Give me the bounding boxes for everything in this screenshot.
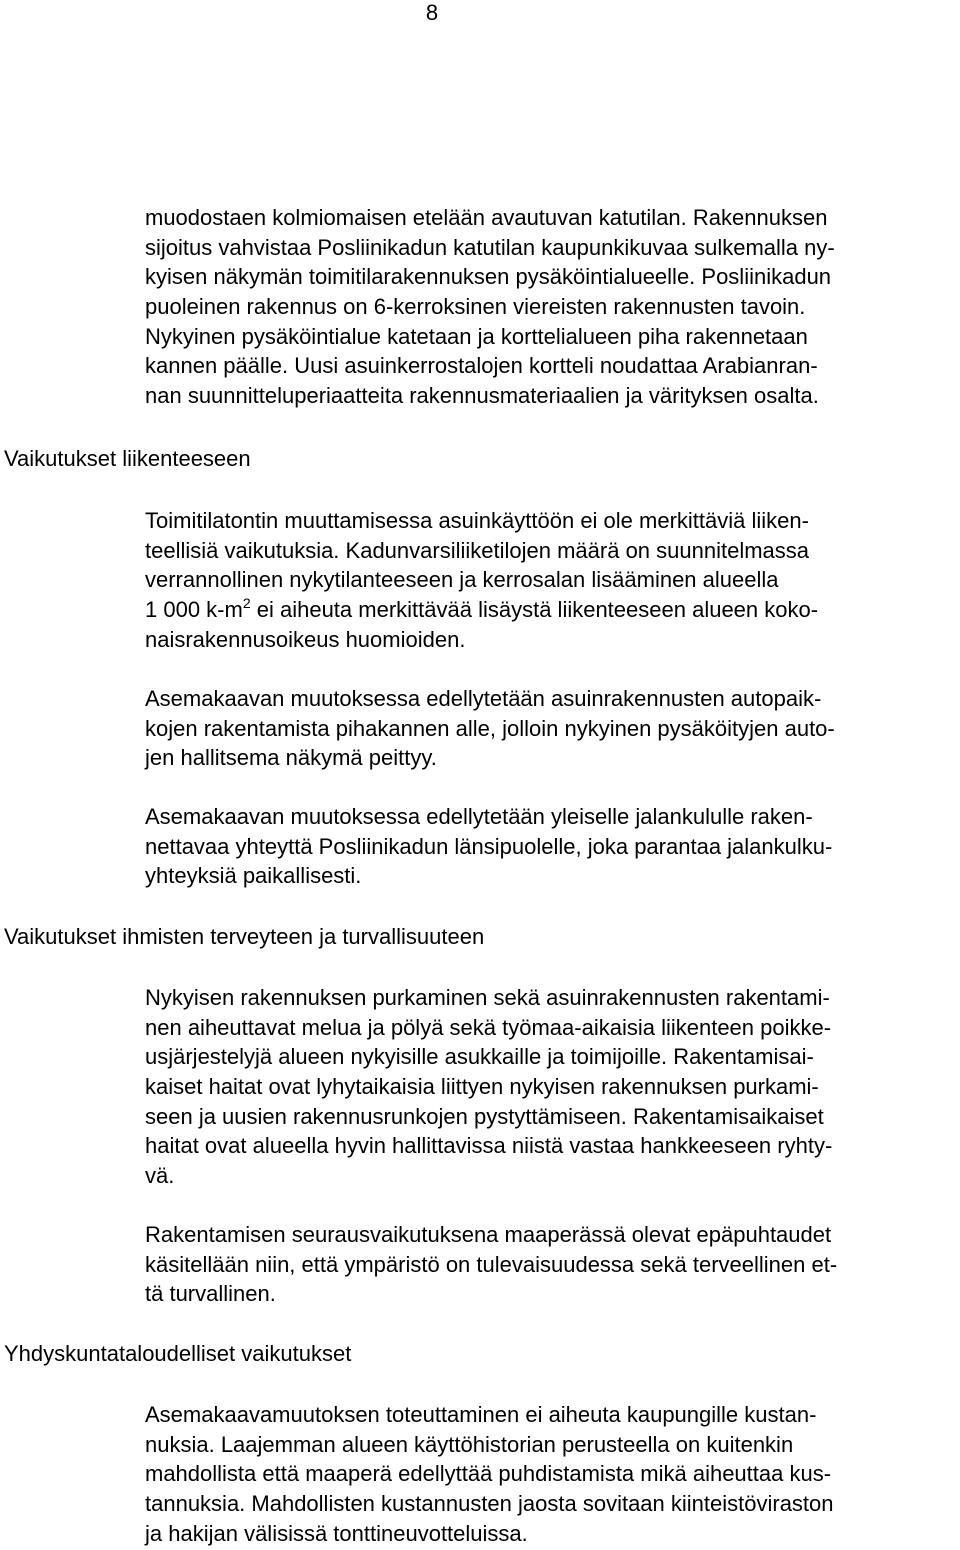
text-line: haitat ovat alueella hyvin hallittavissa niistä vastaa hankkeeseen ryhty-: [145, 1133, 833, 1159]
text-line: naisrakennusoikeus huomioiden.: [145, 626, 466, 652]
text-line: Asemakaavan muutoksessa edellytetään asuinrakennusten autopaik-: [145, 686, 822, 711]
text-line: Nykyinen pysäköintialue katetaan ja korttelialueen piha rakennetaan: [145, 323, 808, 349]
section-heading-health: Vaikutukset ihmisten terveyteen ja turvallisuuteen: [4, 924, 485, 949]
text-line: kaiset haitat ovat lyhytaikaisia liittyen nykyisen rakennuksen purkami-: [145, 1074, 819, 1100]
text-line: Nykyisen rakennuksen purkaminen sekä asuinrakennusten rakentami-: [145, 985, 830, 1010]
text-line: nen aiheuttavat melua ja pölyä sekä työmaa-aikaisia liikenteen poikke-: [145, 1014, 832, 1040]
text-line: vä.: [145, 1163, 175, 1189]
text-line: tä turvallinen.: [145, 1281, 276, 1307]
text-line: käsitellään niin, että ympäristö on tulevaisuudessa sekä terveellinen et-: [145, 1251, 838, 1277]
text-line: [145, 595, 960, 625]
text-line: verrannollinen nykytilanteeseen ja kerrosalan lisääminen alueella: [145, 567, 779, 593]
text-line: Rakentamisen seurausvaikutuksena maaperässä olevat epäpuhtaudet: [145, 1222, 832, 1247]
paragraph-intro: [145, 203, 960, 411]
text-line: nettavaa yhteyttä Posliinikadun länsipuolelle, joka parantaa jalankulku-: [145, 833, 833, 859]
text-line: jen hallitsema näkymä peittyy.: [145, 745, 437, 771]
text-line: kyisen näkymän toimitilarakennuksen pysäköintialueelle. Posliinikadun: [145, 264, 832, 290]
text-fragment: 1 000 k-m: [145, 597, 243, 623]
paragraph-health-1: [145, 983, 960, 1191]
text-line: nan suunnitteluperiaatteita rakennusmateriaalien ja värityksen osalta.: [145, 383, 819, 409]
section-heading-economy: Yhdyskuntataloudelliset vaikutukset: [4, 1341, 352, 1366]
text-line: kannen päälle. Uusi asuinkerrostalojen kortteli noudattaa Arabianran-: [145, 353, 818, 379]
text-line: mahdollista että maaperä edellyttää puhdistamista mikä aiheuttaa kus-: [145, 1461, 832, 1487]
text-line: muodostaen kolmiomaisen etelään avautuvan katutilan. Rakennuksen: [145, 205, 828, 230]
text-line: ja hakijan välisissä tonttineuvotteluissa.: [145, 1520, 528, 1546]
text-line: seen ja uusien rakennusrunkojen pystyttämiseen. Rakentamisaikaiset: [145, 1103, 824, 1129]
text-line: kojen rakentamista pihakannen alle, jolloin nykyinen pysäköityjen auto-: [145, 715, 835, 741]
section-heading-traffic: Vaikutukset liikenteeseen: [4, 446, 251, 471]
text-line: sijoitus vahvistaa Posliinikadun katutilan kaupunkikuvaa sulkemalla ny-: [145, 234, 835, 260]
text-line: yhteyksiä paikallisesti.: [145, 863, 362, 889]
paragraph-economy-1: [145, 1400, 960, 1548]
text-line: puoleinen rakennus on 6-kerroksinen viereisten rakennusten tavoin.: [145, 294, 806, 320]
page-number: 8: [425, 0, 439, 25]
text-line: Toimitilatontin muuttamisessa asuinkäyttöön ei ole merkittäviä liiken-: [145, 508, 809, 533]
text-line: teellisiä vaikutuksia. Kadunvarsiliiketilojen määrä on suunnitelmassa: [145, 537, 810, 563]
text-line: Asemakaavan muutoksessa edellytetään yleiselle jalankululle raken-: [145, 804, 813, 829]
paragraph-health-2: [145, 1220, 960, 1309]
text-line: usjärjestelyjä alueen nykyisille asukkaille ja toimijoille. Rakentamisai-: [145, 1044, 814, 1070]
paragraph-traffic-1: [145, 506, 960, 654]
superscript: 2: [242, 595, 251, 612]
paragraph-traffic-3: [145, 802, 960, 891]
text-line: Asemakaavamuutoksen toteuttaminen ei aiheuta kaupungille kustan-: [145, 1402, 817, 1427]
text-fragment: ei aiheuta merkittävää lisäystä liikenteeseen alueen koko-: [250, 597, 819, 623]
paragraph-traffic-2: [145, 684, 960, 773]
text-line: nuksia. Laajemman alueen käyttöhistorian perusteella on kuitenkin: [145, 1431, 794, 1457]
text-line: tannuksia. Mahdollisten kustannusten jaosta sovitaan kiinteistöviraston: [145, 1491, 834, 1517]
